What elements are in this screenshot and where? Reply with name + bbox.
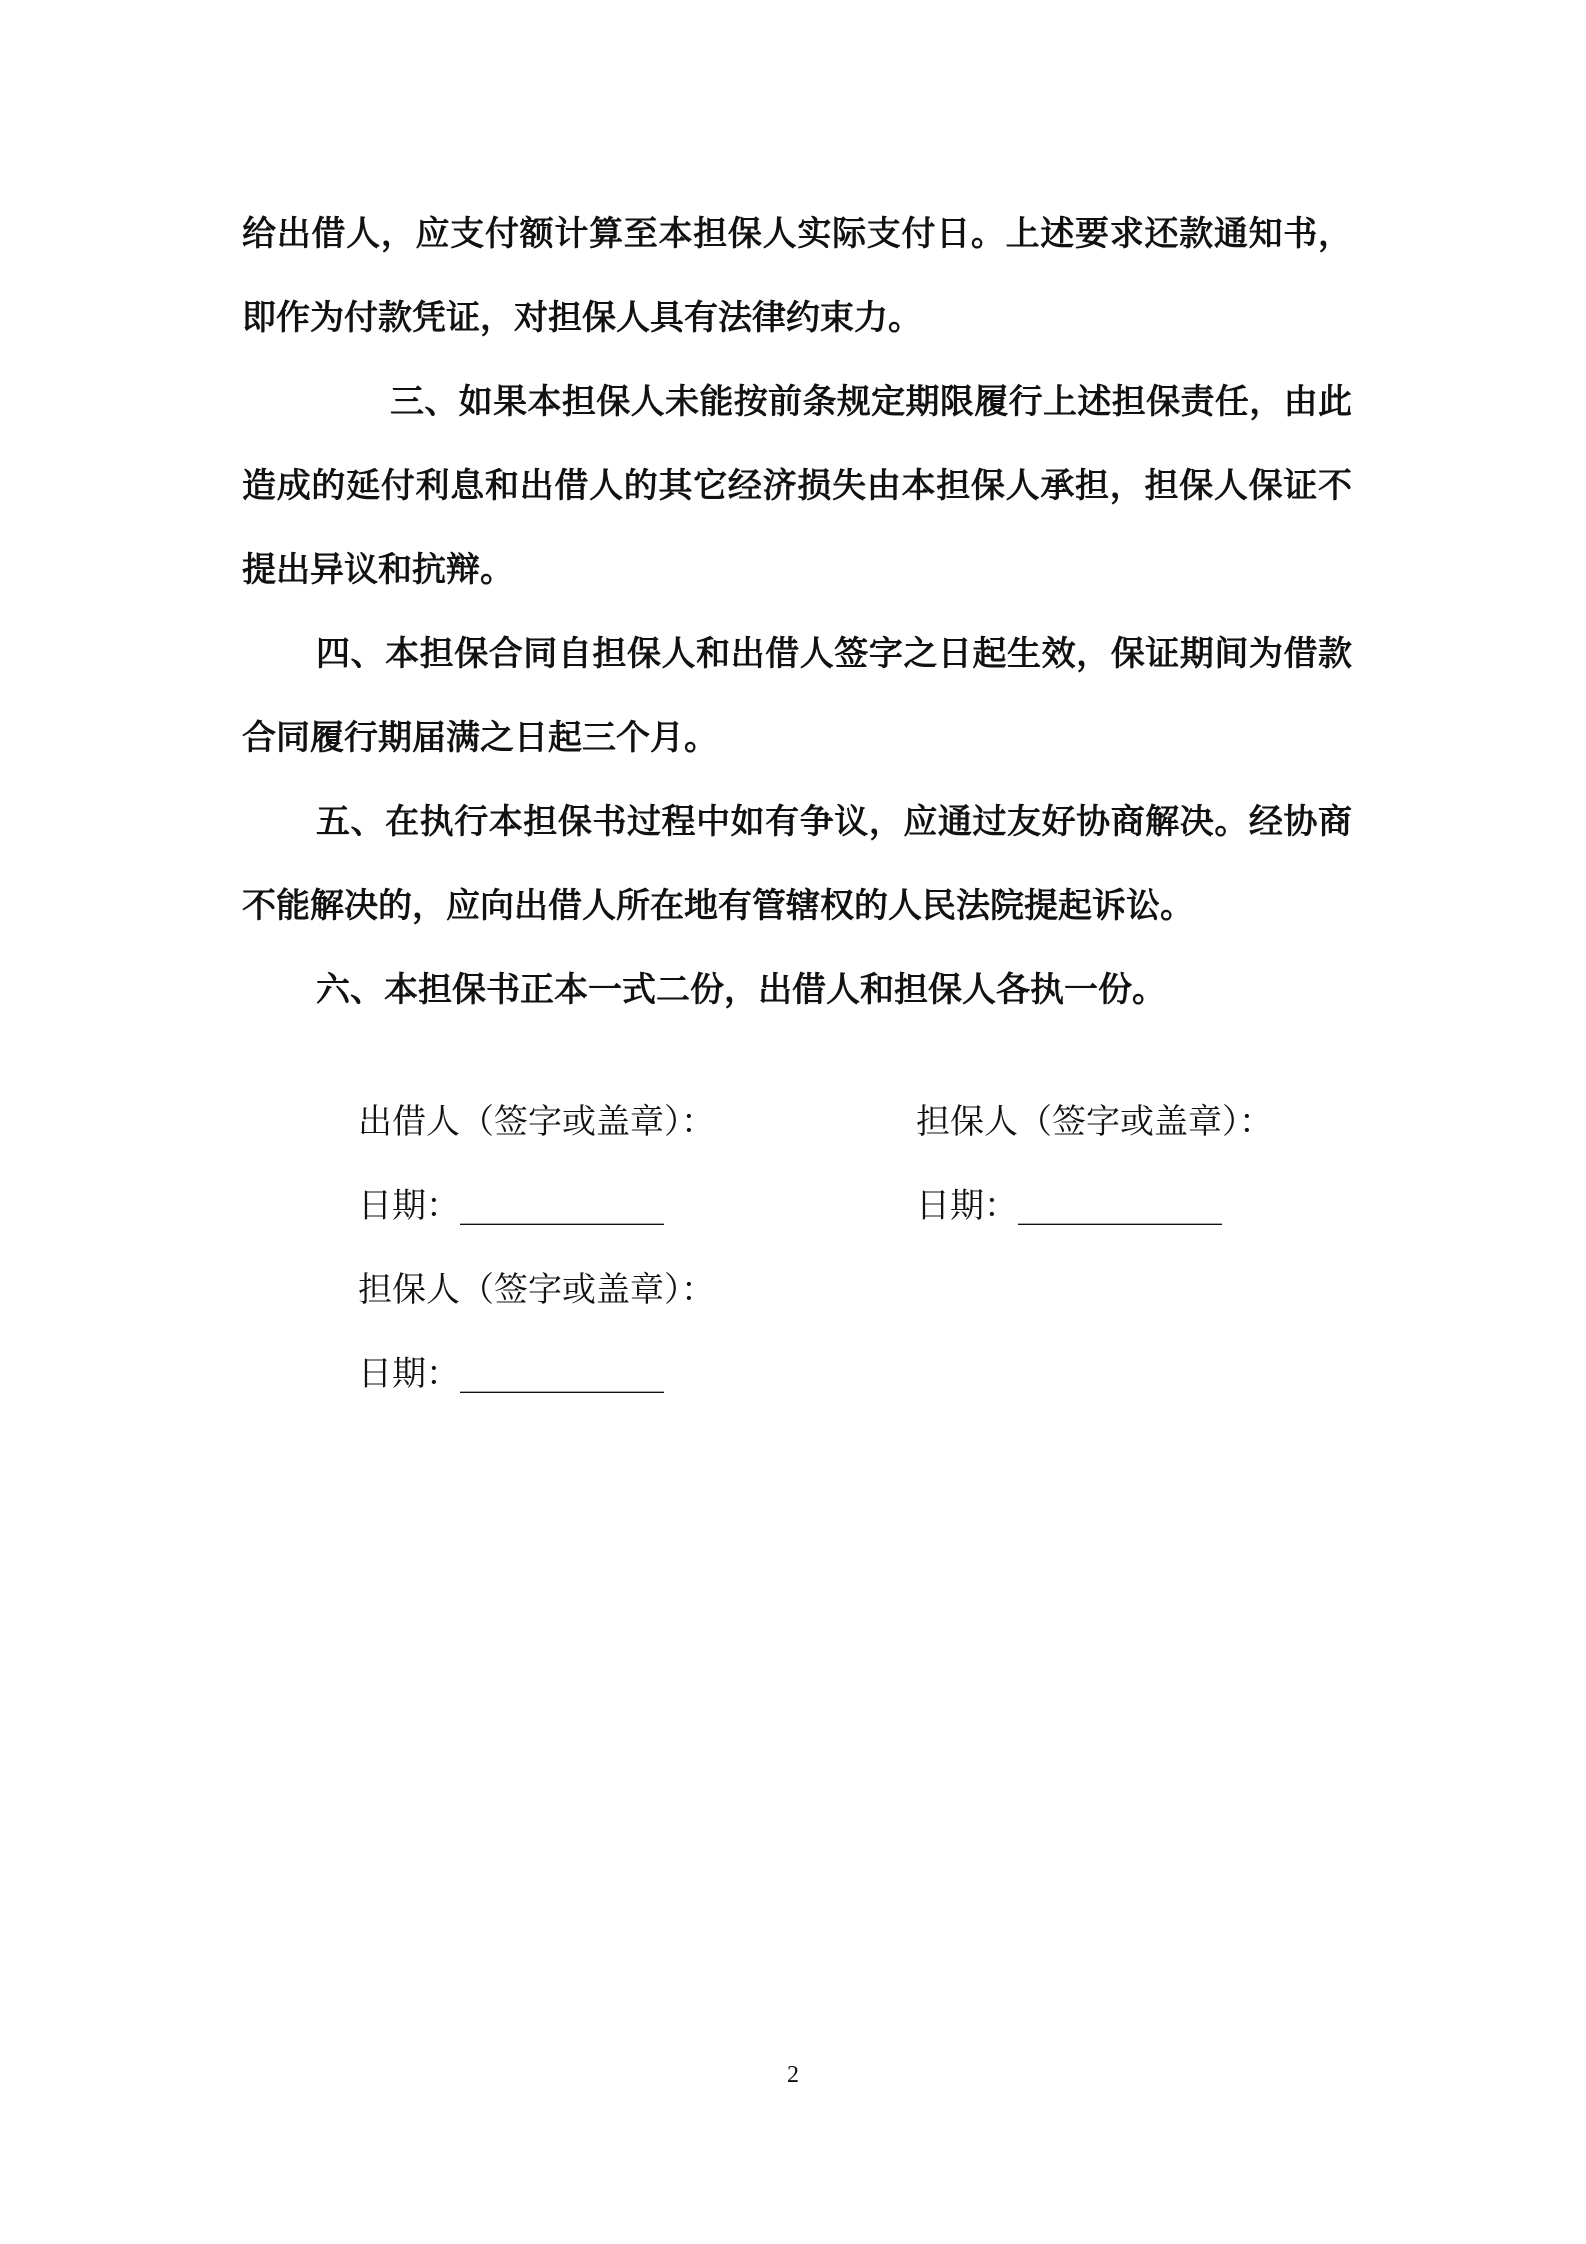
page-number: 2 (787, 2062, 799, 2088)
paragraph-continuation: 给出借人，应支付额计算至本担保人实际支付日。上述要求还款通知书，即作为付款凭证，对担保人具有法律约束力。 (242, 214, 1352, 338)
paragraph-clause-three: 三、如果本担保人未能按前条规定期限履行上述担保责任，由此造成的延付利息和出借人的其它经济损失由本担保人承担，担保人保证不提出异议和抗辩。 (242, 382, 1352, 590)
contract-body (242, 192, 1352, 1032)
guarantor-signature-label-right: 担保人（签字或盖章）： (916, 1102, 1273, 1142)
lender-signature-date: 日期：____________ (358, 1186, 664, 1226)
guarantor-signature-date-left: 日期：____________ (358, 1354, 664, 1394)
lender-signature-label: 出借人（签字或盖章）： (358, 1102, 715, 1142)
guarantor-signature-date-right: 日期：____________ (916, 1186, 1222, 1226)
guarantor-signature-label-left: 担保人（签字或盖章）： (358, 1270, 715, 1310)
paragraph-clause-five: 五、在执行本担保书过程中如有争议，应通过友好协商解决。经协商不能解决的，应向出借人所在地有管辖权的人民法院提起诉讼。 (242, 802, 1352, 926)
paragraph-clause-six: 六、本担保书正本一式二份，出借人和担保人各执一份。 (316, 970, 1166, 1010)
paragraph-clause-four: 四、本担保合同自担保人和出借人签字之日起生效，保证期间为借款合同履行期届满之日起三个月。 (242, 634, 1352, 758)
